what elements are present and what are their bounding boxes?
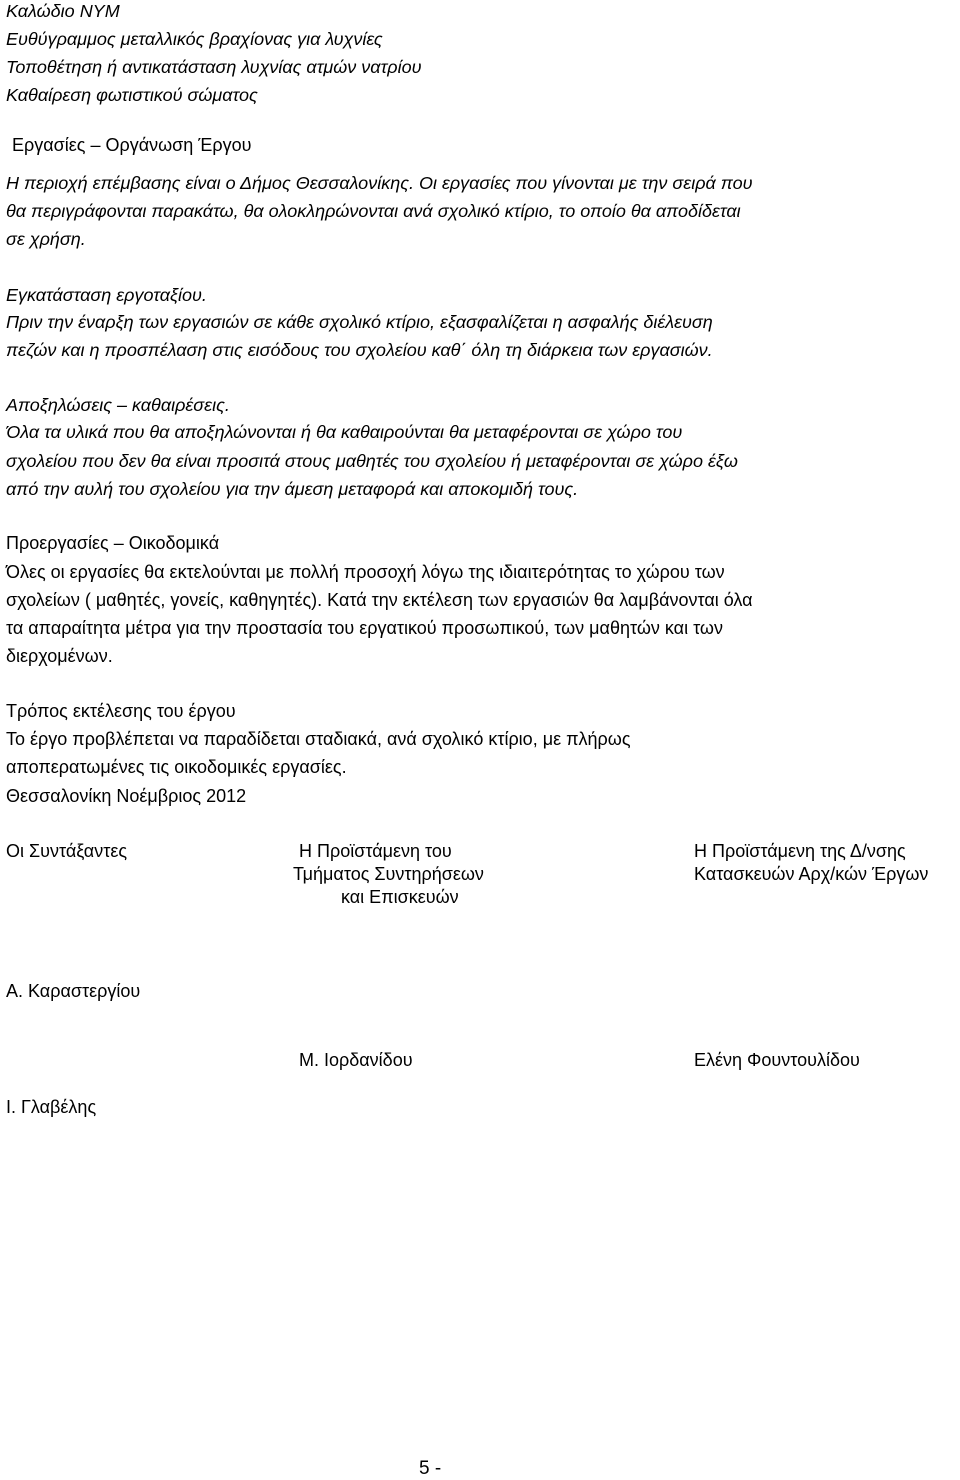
paragraph-line: από την αυλή του σχολείου για την άμεση μεταφορά και αποκομιδή τους. — [6, 479, 579, 499]
section-heading-removal: Αποξηλώσεις – καθαιρέσεις. — [6, 395, 230, 415]
paragraph-line: τα απαραίτητα μέτρα για την προστασία του εργατικού προσωπικού, των μαθητών και των — [6, 618, 723, 638]
paragraph-line: διερχομένων. — [6, 646, 113, 666]
paragraph-line: σχολείου που δεν θα είναι προσιτά στους μαθητές του σχολείου ή μεταφέρονται σε χώρο έξω — [6, 451, 738, 471]
list-item: Τοποθέτηση ή αντικατάσταση λυχνίας ατμών νατρίου — [6, 57, 422, 77]
paragraph-line: θα περιγράφονται παρακάτω, θα ολοκληρώνονται ανά σχολικό κτίριο, το οποίο θα αποδίδεται — [6, 201, 741, 221]
list-item: Καλώδιο ΝΥΜ — [6, 1, 120, 21]
paragraph-line: Το έργο προβλέπεται να παραδίδεται σταδιακά, ανά σχολικό κτίριο, με πλήρως — [6, 729, 631, 749]
signatory-name: Μ. Ιορδανίδου — [299, 1050, 413, 1070]
signatories-title: Οι Συντάξαντες — [6, 841, 128, 861]
paragraph-line: Όλα τα υλικά που θα αποξηλώνονται ή θα καθαιρούνται θα μεταφέρονται σε χώρο του — [6, 422, 683, 442]
signatory-name: Ελένη Φουντουλίδου — [694, 1050, 860, 1070]
paragraph-line: σχολείων ( μαθητές, γονείς, καθηγητές). Κατά την εκτέλεση των εργασιών θα λαμβάνονται όλα — [6, 590, 753, 610]
paragraph-line: πεζών και η προσπέλαση στις εισόδους του σχολείου καθ΄ όλη τη διάρκεια των εργασιών. — [6, 340, 713, 360]
paragraph-line: Όλες οι εργασίες θα εκτελούνται με πολλή προσοχή λόγω της ιδιαιτερότητας το χώρου των — [6, 562, 725, 582]
section-heading-site: Εγκατάσταση εργοταξίου. — [6, 285, 207, 305]
section-heading-method: Τρόπος εκτέλεσης του έργου — [6, 701, 236, 721]
signatory-name: Ι. Γλαβέλης — [6, 1097, 97, 1117]
date-place: Θεσσαλονίκη Νοέμβριος 2012 — [6, 786, 247, 806]
list-item: Ευθύγραμμος μεταλλικός βραχίονας για λυχνίες — [6, 29, 383, 49]
section-heading-prework: Προεργασίες – Οικοδομικά — [6, 533, 220, 553]
paragraph-line: Πριν την έναρξη των εργασιών σε κάθε σχολικό κτίριο, εξασφαλίζεται η ασφαλής διέλευση — [6, 312, 713, 332]
head-of-department-title: Τμήματος Συντηρήσεων — [293, 864, 484, 884]
head-of-directorate-title: Κατασκευών Αρχ/κών Έργων — [694, 864, 929, 884]
head-of-directorate-title: Η Προϊστάμενη της Δ/νσης — [694, 841, 906, 861]
paragraph-line: Η περιοχή επέμβασης είναι ο Δήμος Θεσσαλονίκης. Οι εργασίες που γίνονται με την σειρά που — [6, 173, 753, 193]
head-of-department-title: Η Προϊστάμενη του — [299, 841, 452, 861]
paragraph-line: σε χρήση. — [6, 229, 86, 249]
list-item: Καθαίρεση φωτιστικού σώματος — [6, 85, 258, 105]
section-heading-works: Εργασίες – Οργάνωση Έργου — [12, 135, 252, 155]
paragraph-line: αποπερατωμένες τις οικοδομικές εργασίες. — [6, 757, 347, 777]
signatory-name: Α. Καραστεργίου — [6, 981, 141, 1001]
head-of-department-title: και Επισκευών — [341, 887, 459, 907]
page-number: 5 - — [419, 1458, 442, 1479]
